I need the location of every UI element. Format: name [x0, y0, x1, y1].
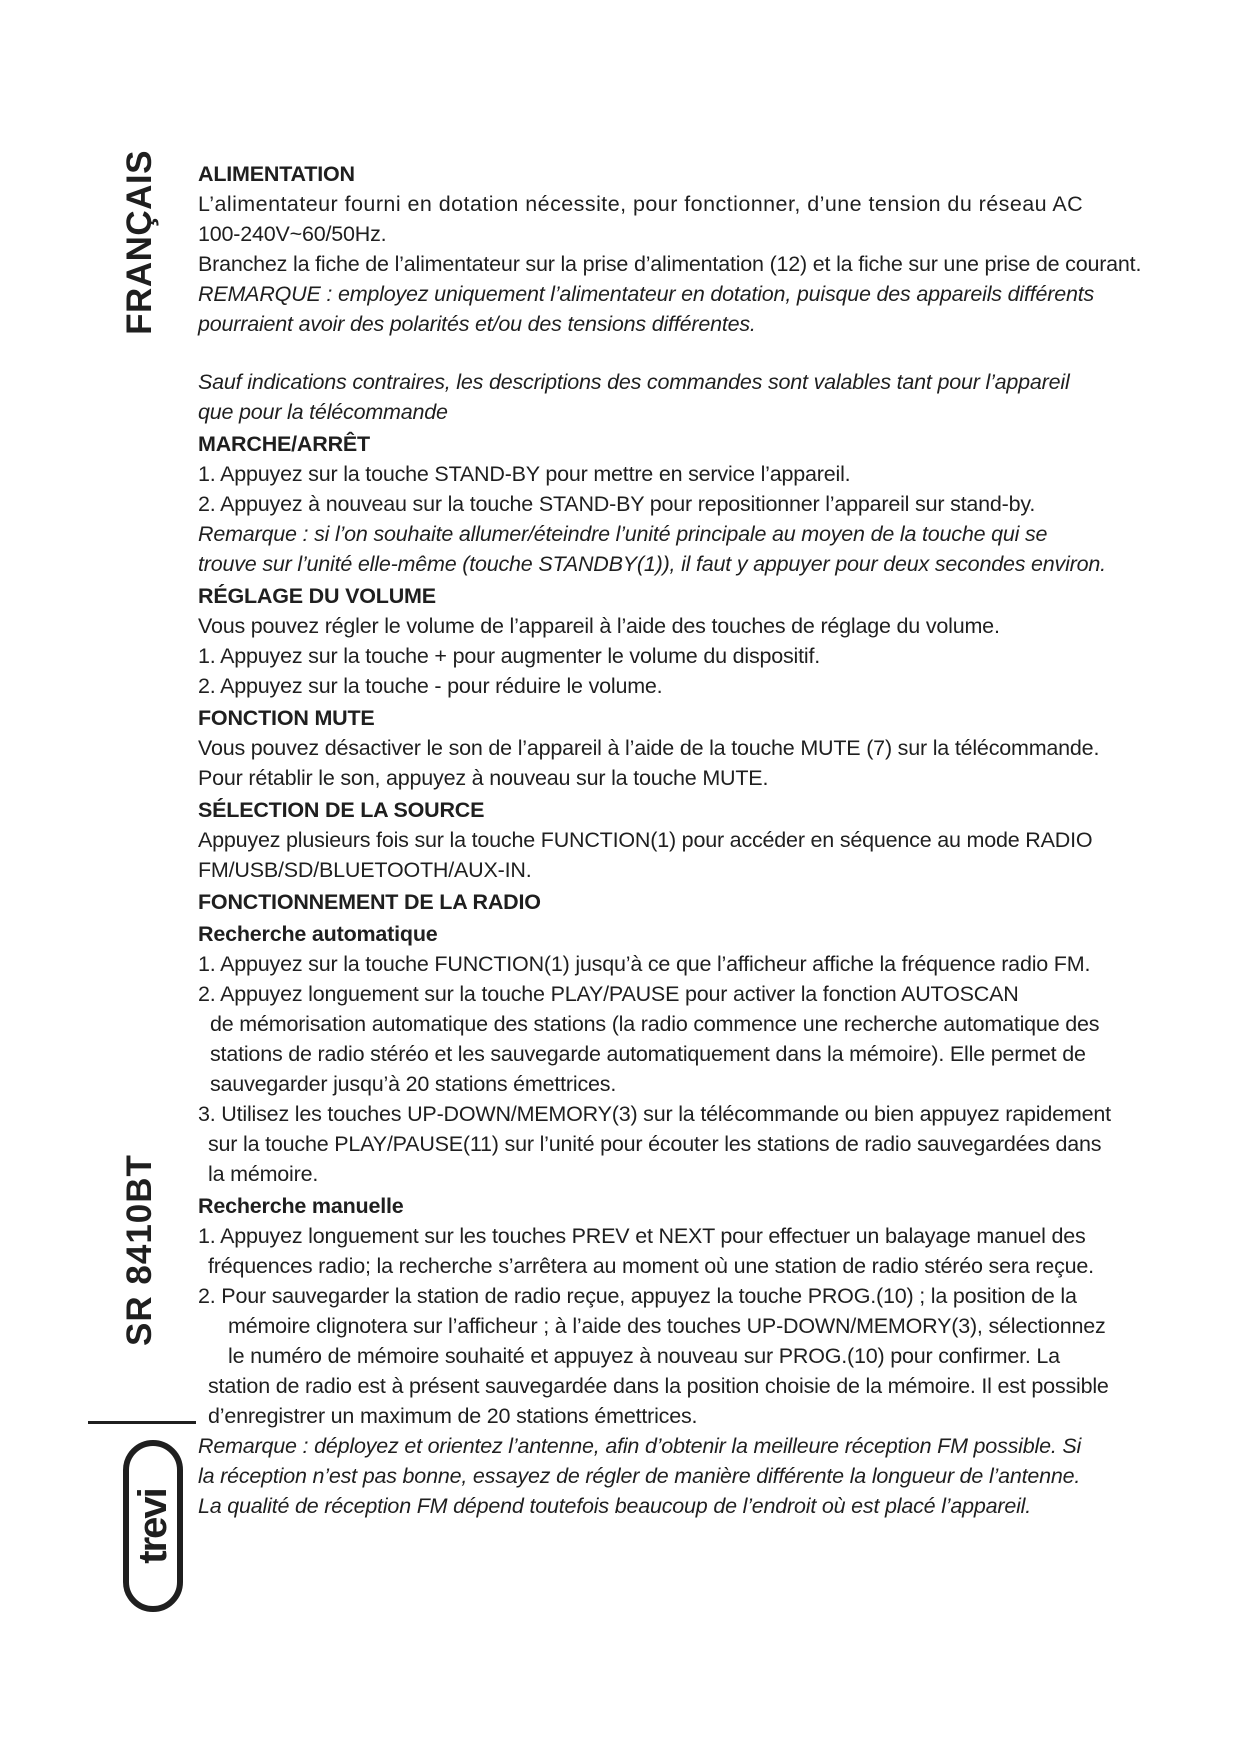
note-line: REMARQUE : employez uniquement l’alimentateur en dotation, puisque des appareils différents: [198, 282, 1095, 306]
paragraph-line: 100-240V~60/50Hz.: [198, 222, 387, 246]
brand-logo: [123, 1440, 183, 1612]
note-line: Remarque : si l’on souhaite allumer/éteindre l’unité principale au moyen de la touche qui se: [198, 522, 1048, 546]
note-line: la réception n’est pas bonne, essayez de régler de manière différente la longueur de l’antenne.: [198, 1464, 1081, 1488]
language-label: FRANÇAIS: [120, 150, 159, 335]
list-item: 2. Appuyez sur la touche - pour réduire le volume.: [198, 674, 663, 698]
list-item: 1. Appuyez sur la touche FUNCTION(1) jusqu’à ce que l’afficheur affiche la fréquence radio FM.: [198, 952, 1091, 976]
list-item-continuation: le numéro de mémoire souhaité et appuyez à nouveau sur PROG.(10) pour confirmer. La: [228, 1344, 1060, 1368]
paragraph-line: L’alimentateur fourni en dotation nécessite, pour fonctionner, d’une tension du réseau AC: [198, 192, 1084, 216]
note-line: trouve sur l’unité elle-même (touche STANDBY(1)), il faut y appuyer pour deux secondes environ.: [198, 552, 1106, 576]
heading-alimentation: ALIMENTATION: [198, 162, 355, 186]
note-line: pourraient avoir des polarités et/ou des tensions différentes.: [198, 312, 756, 336]
list-item-continuation: de mémorisation automatique des stations (la radio commence une recherche automatique des: [210, 1012, 1100, 1036]
note-line: que pour la télécommande: [198, 400, 448, 424]
list-item-continuation: la mémoire.: [208, 1162, 319, 1186]
model-label: SR 8410BT: [120, 1154, 159, 1346]
list-item: 2. Appuyez à nouveau sur la touche STAND-BY pour repositionner l’appareil sur stand-by.: [198, 492, 1036, 516]
list-item-continuation: sauvegarder jusqu’à 20 stations émettrices.: [210, 1072, 617, 1096]
note-line: Sauf indications contraires, les descriptions des commandes sont valables tant pour l’appareil: [198, 370, 1070, 394]
section-volume: [198, 581, 1198, 701]
paragraph-line: Vous pouvez régler le volume de l’appareil à l’aide des touches de réglage du volume.: [198, 614, 1000, 638]
section-marche-arret: [198, 429, 1198, 579]
section-radio: [198, 887, 1198, 1521]
heading-source: SÉLECTION DE LA SOURCE: [198, 798, 485, 822]
heading-volume: RÉGLAGE DU VOLUME: [198, 584, 436, 608]
brand-logo-text: trevi: [130, 1488, 175, 1564]
list-item: 3. Utilisez les touches UP-DOWN/MEMORY(3) sur la télécommande ou bien appuyez rapidement: [198, 1102, 1111, 1126]
paragraph-line: Appuyez plusieurs fois sur la touche FUNCTION(1) pour accéder en séquence au mode RADIO: [198, 828, 1093, 852]
list-item-continuation: station de radio est à présent sauvegardée dans la position choisie de la mémoire. Il est possible: [208, 1374, 1109, 1398]
paragraph-line: Branchez la fiche de l’alimentateur sur la prise d’alimentation (12) et la fiche sur une prise de courant.: [198, 252, 1142, 276]
section-mute: [198, 703, 1198, 793]
paragraph-line: Pour rétablir le son, appuyez à nouveau sur la touche MUTE.: [198, 766, 769, 790]
paragraph-line: FM/USB/SD/BLUETOOTH/AUX-IN.: [198, 858, 532, 882]
list-item-continuation: mémoire clignotera sur l’afficheur ; à l’aide des touches UP-DOWN/MEMORY(3), sélectionnez: [228, 1314, 1106, 1338]
list-item: 2. Pour sauvegarder la station de radio reçue, appuyez la touche PROG.(10) ; la position de la: [198, 1284, 1077, 1308]
list-item: 1. Appuyez sur la touche + pour augmenter le volume du dispositif.: [198, 644, 821, 668]
list-item-continuation: d’enregistrer un maximum de 20 stations émettrices.: [208, 1404, 698, 1428]
list-item-continuation: sur la touche PLAY/PAUSE(11) sur l’unité pour écouter les stations de radio sauvegardées dans: [208, 1132, 1102, 1156]
section-intro: [198, 367, 1198, 427]
sidebar-divider: [88, 1421, 196, 1424]
manual-content: [198, 157, 1198, 1521]
list-item: 2. Appuyez longuement sur la touche PLAY/PAUSE pour activer la fonction AUTOSCAN: [198, 982, 1019, 1006]
list-item: 1. Appuyez sur la touche STAND-BY pour mettre en service l’appareil.: [198, 462, 851, 486]
list-item-continuation: stations de radio stéréo et les sauvegarde automatiquement dans la mémoire). Elle permet de: [210, 1042, 1086, 1066]
note-line: Remarque : déployez et orientez l’antenne, afin d’obtenir la meilleure réception FM possible. Si: [198, 1434, 1082, 1458]
heading-mute: FONCTION MUTE: [198, 706, 375, 730]
list-item: 1. Appuyez longuement sur les touches PREV et NEXT pour effectuer un balayage manuel des: [198, 1224, 1086, 1248]
note-line: La qualité de réception FM dépend toutefois beaucoup de l’endroit où est placé l’appareil.: [198, 1494, 1032, 1518]
list-item-continuation: fréquences radio; la recherche s’arrêtera au moment où une station de radio stéréo sera reçue.: [208, 1254, 1094, 1278]
heading-marche-arret: MARCHE/ARRÊT: [198, 432, 370, 456]
section-alimentation: [198, 159, 1198, 339]
paragraph-line: Vous pouvez désactiver le son de l’appareil à l’aide de la touche MUTE (7) sur la télécommande.: [198, 736, 1100, 760]
subheading-auto-search: Recherche automatique: [198, 922, 438, 946]
heading-radio: FONCTIONNEMENT DE LA RADIO: [198, 890, 541, 914]
section-source: [198, 795, 1198, 885]
subheading-manual-search: Recherche manuelle: [198, 1194, 404, 1218]
